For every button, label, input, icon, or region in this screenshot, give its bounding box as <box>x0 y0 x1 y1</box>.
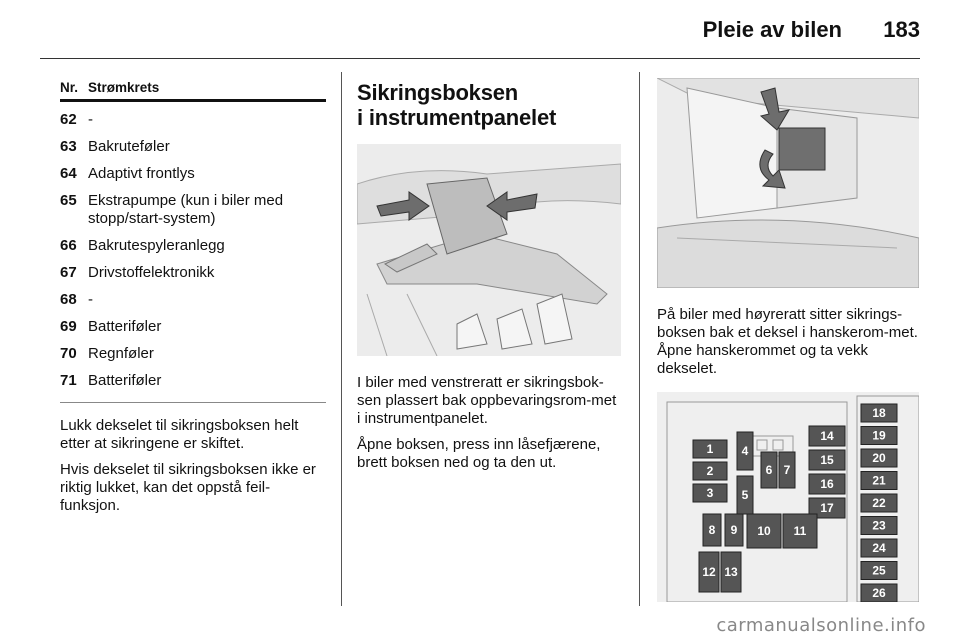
fuse-label: 2 <box>706 464 714 478</box>
fuse-circuit: - <box>88 291 93 308</box>
instrument-panel-illustration <box>357 144 621 356</box>
fuse-circuit: Drivstoffelektronikk <box>88 264 215 281</box>
right-column <box>657 78 919 602</box>
fuse-label: 15 <box>820 453 834 467</box>
fuse-label: 8 <box>708 523 716 537</box>
glovebox-illustration <box>657 78 919 288</box>
fuse-table-column <box>60 80 326 515</box>
fuse-box-diagram <box>657 392 919 602</box>
fuse-label: 17 <box>820 501 834 515</box>
fuse-label: 14 <box>820 429 834 443</box>
fuse-label: 9 <box>730 523 738 537</box>
fuse-circuit: Batteriføler <box>88 318 162 335</box>
fuse-number: 67 <box>60 264 77 281</box>
fuse-label: 25 <box>872 563 886 578</box>
column-divider <box>341 72 342 606</box>
page-header <box>0 0 960 62</box>
col-circuit-header: Strømkrets <box>88 80 160 95</box>
fuse-row <box>60 237 326 255</box>
fuse-circuit: Ekstrapumpe (kun i biler med stopp/start-system) <box>88 192 284 227</box>
fuse-label: 5 <box>741 488 749 502</box>
fuse-number: 63 <box>60 138 77 155</box>
fuse-circuit: - <box>88 111 93 128</box>
fuse-label: 24 <box>872 541 886 555</box>
fuse-table-body <box>60 111 326 403</box>
fuse-number: 70 <box>60 345 77 362</box>
col-no-header: Nr. <box>60 80 79 95</box>
fuse-row <box>60 192 326 228</box>
dashboard-pedals-drawing <box>357 144 621 356</box>
fuse-number: 68 <box>60 291 77 308</box>
column-divider <box>639 72 640 606</box>
section-heading <box>357 80 621 130</box>
fuse-label: 19 <box>872 428 886 443</box>
fuse-label: 22 <box>872 496 886 510</box>
fuse-label: 1 <box>706 442 714 456</box>
fuse-row <box>60 111 326 129</box>
fuse-label: 16 <box>820 477 834 491</box>
fuse-label: 4 <box>741 444 749 458</box>
fuse-number: 65 <box>60 192 77 209</box>
fuse-table-header <box>60 80 326 102</box>
fuse-circuit: Bakrutespyleranlegg <box>88 237 225 254</box>
section-column <box>357 80 621 472</box>
fuse-number: 62 <box>60 111 77 128</box>
glovebox-cover-drawing <box>657 78 919 288</box>
fuse-label: 20 <box>872 451 886 465</box>
fuse-circuit: Adaptivt frontlys <box>88 165 195 182</box>
fuse-box-layout-drawing <box>657 392 919 602</box>
fuse-row <box>60 165 326 183</box>
fuse-label: 3 <box>706 486 714 500</box>
fuse-row <box>60 291 326 309</box>
fuse-circuit: Regnføler <box>88 345 154 362</box>
fuse-row <box>60 345 326 363</box>
page-number: 183 <box>883 17 920 42</box>
paragraph: Lukk dekselet til sikringsboksen helt etter at sikringene er skiftet. <box>60 417 299 452</box>
heading-line: Sikringsboksen <box>357 80 519 105</box>
fuse-label: 18 <box>872 406 886 420</box>
fuse-number: 71 <box>60 372 77 389</box>
fuse-row <box>60 372 326 390</box>
section-title: Pleie av bilen <box>702 17 842 42</box>
fuse-number: 64 <box>60 165 77 182</box>
paragraph: Åpne boksen, press inn låsefjærene, brett boksen ned og ta den ut. <box>357 436 601 471</box>
fuse-label: 10 <box>757 524 771 538</box>
fuse-label: 6 <box>765 463 773 477</box>
fuse-label: 26 <box>872 586 886 600</box>
fuse-circuit: Batteriføler <box>88 372 162 389</box>
fuse-row <box>60 138 326 156</box>
fuse-label: 7 <box>783 463 791 477</box>
fuse-label: 11 <box>793 524 807 538</box>
paragraph: I biler med venstreratt er sikringsbok-sen plassert bak oppbevaringsrom-met i instrumentpanelet. <box>357 374 617 427</box>
fuse-number: 69 <box>60 318 77 335</box>
watermark: carmanualsonline.info <box>716 615 926 636</box>
header-rule <box>40 58 920 59</box>
fuse-row <box>60 264 326 282</box>
fuse-label: 21 <box>872 473 886 488</box>
fuse-number: 66 <box>60 237 77 254</box>
fuse-label: 23 <box>872 518 886 533</box>
paragraph: Hvis dekselet til sikringsboksen ikke er riktig lukket, kan det oppstå feil-funksjon. <box>60 461 316 514</box>
fuse-circuit: Bakruteføler <box>88 138 170 155</box>
heading-line: i instrumentpanelet <box>357 105 557 130</box>
fuse-label: 12 <box>702 565 716 579</box>
fuse-label: 13 <box>724 565 738 579</box>
fuse-row <box>60 318 326 336</box>
paragraph: På biler med høyreratt sitter sikrings-boksen bak et deksel i hanskerom-met. Åpne hanskerommet og ta vekk dekselet. <box>657 306 918 377</box>
